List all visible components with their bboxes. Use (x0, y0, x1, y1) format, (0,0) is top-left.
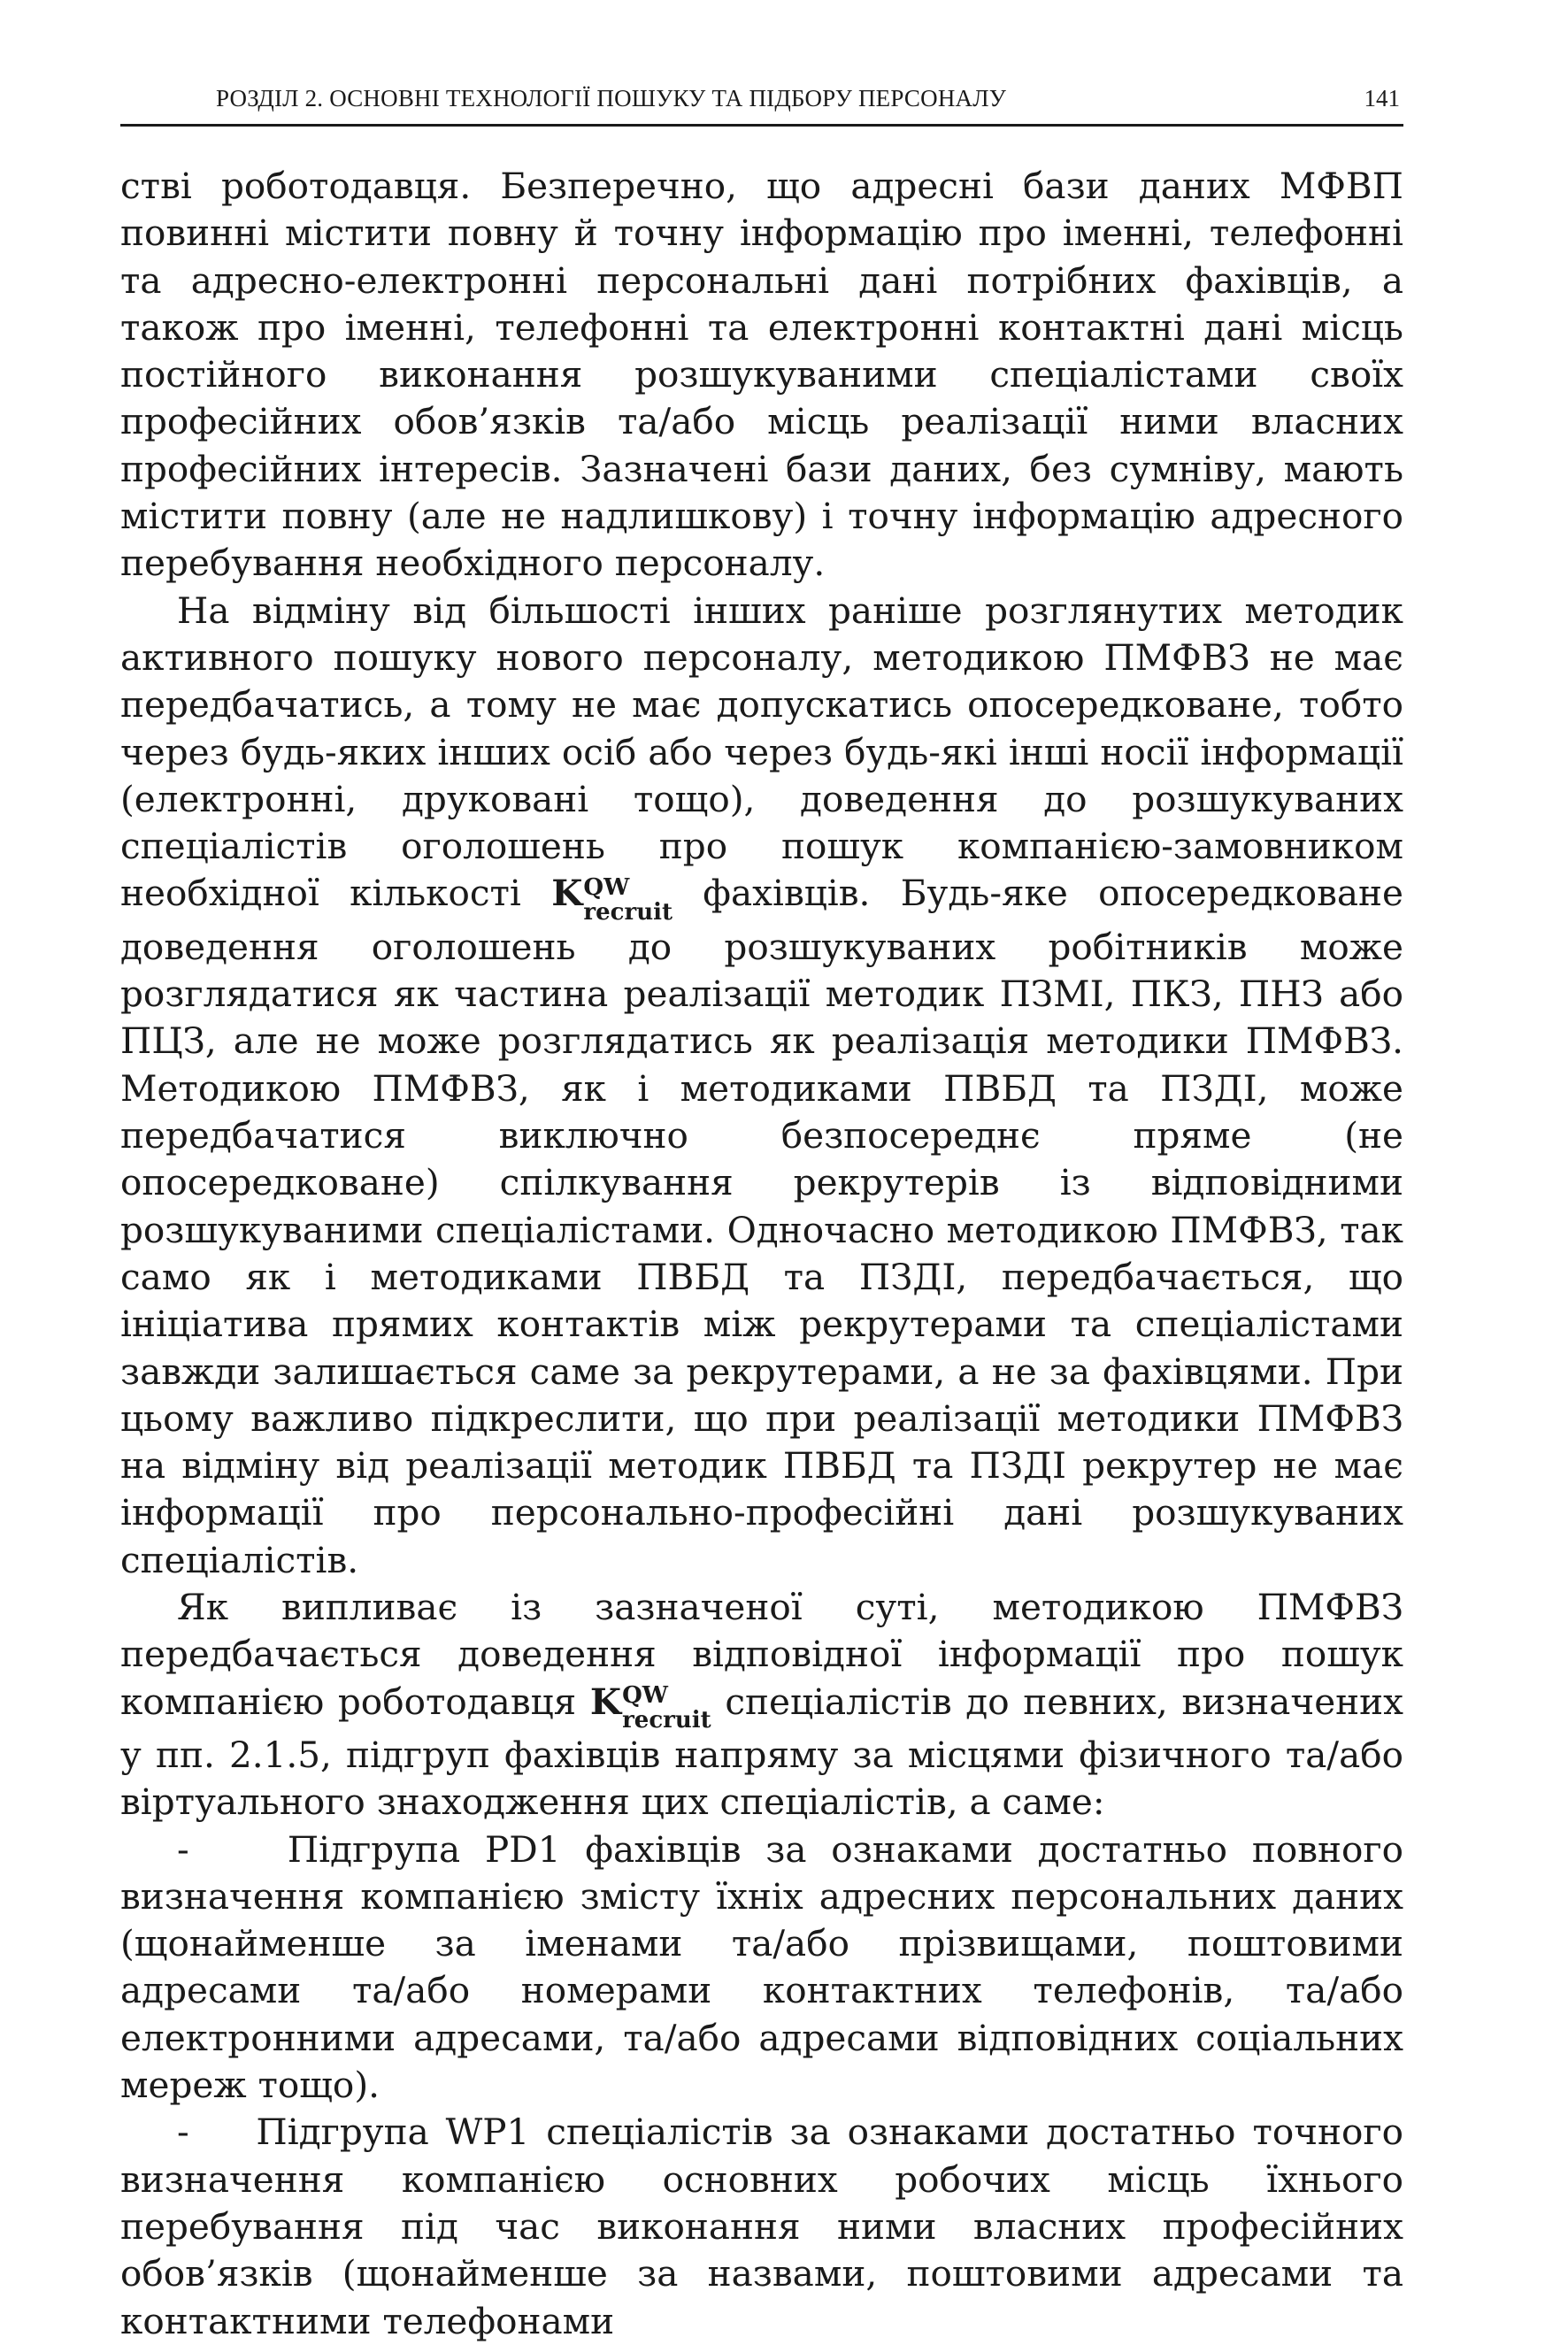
formula-subscript: recruit (583, 898, 673, 926)
paragraph-3-text-a: Як випливає із зазначеної суті, методикою ПМФВЗ передбачається доведення відповідної інформації про пошук компанією роботодавця (120, 1585, 1403, 1723)
formula-indices (583, 873, 673, 926)
list-bullet: - (177, 1827, 189, 1871)
formula-k-qw-recruit (551, 872, 673, 926)
formula-superscript: QW (583, 873, 630, 901)
paragraph-1: стві роботодавця. Безперечно, що адресні бази даних МФВП повинні містити повну й точну інформацію про іменні, телефонні та адресно-електронні персональні дані потрібних фахівців, а також про іменні, телефонні та електронні контактні дані місць постійного виконання розшукуваними спеціалістами своїх професійних обов’язків та/або місць реалізації ними власних професійних інтересів. Зазначені бази даних, без сумніву, мають містити повну (але не надлишкову) і точну інформацію адресного перебування необхідного персоналу. (120, 165, 1403, 585)
list-item (120, 2109, 1403, 2344)
running-header (120, 74, 1403, 127)
list-bullet: - (177, 2110, 189, 2154)
formula-k-qw-recruit-2 (589, 1680, 711, 1734)
formula-superscript-2: QW (622, 1681, 668, 1709)
paragraph-2-text-a: На відміну від більшості інших раніше розглянутих методик активного пошуку нового персоналу, методикою ПМФВЗ не має передбачатись, а тому не має допускатись опосередковане, тобто через будь-яких інших осіб або через будь-які інші носії інформації (електронні, друковані тощо), доведення до розшукуваних спеціалістів оголошень про пошук компанією-замовником необхідної кількості (120, 588, 1403, 915)
paragraph-3 (120, 1584, 1403, 1826)
list-item-text: Підгрупа WP1 спеціалістів за ознаками достатньо точного визначення компанією основних робочих місць їхнього перебування під час виконання ними власних професійних обов’язків (щонайменше за назвами, поштовими адресами та контактними телефонами (120, 2110, 1404, 2342)
paragraph-2-text-b: фахівців. Будь-яке опосередковане доведення оголошень до розшукуваних робітників може розглядатися як частина реалізації методик ПЗМІ, ПКЗ, ПНЗ або ПЦЗ, але не може розглядатись як реалізація методики ПМФВЗ. Методикою ПМФВЗ, як і методиками ПВБД та ПЗДІ, може передбачатися виключно безпосереднє пряме (не опосередковане) спілкування рекрутерів із відповідними розшукуваними спеціалістами. Одночасно методикою ПМФВЗ, так само як і методиками ПВБД та ПЗДІ, передбачається, що ініціатива прямих контактів між рекрутерами та спеціалістами завжди залишається саме за рекрутерами, а не за фахівцями. При цьому важливо підкреслити, що при реалізації методики ПМФВЗ на відміну від реалізації методик ПВБД та ПЗДІ рекрутер не має інформації про персонально-професійні дані розшукуваних спеціалістів. (120, 872, 1403, 1581)
formula-subscript-2: recruit (622, 1706, 711, 1734)
page-body (120, 163, 1403, 2345)
paragraph-3-text-b: спеціалістів до певних, визначених у пп. 2.1.5, підгруп фахівців напряму за місцями фізичного та/або віртуального знаходження цих спеціалістів, а саме: (120, 1680, 1403, 1824)
formula-base-2: K (589, 1680, 622, 1723)
list-item-text: Підгрупа PD1 фахівців за ознаками достатньо повного визначення компанією змісту їхніх адресних персональних даних (щонайменше за іменами та/або прізвищами, поштовими адресами та/або номерами контактних телефонів, та/або електронними адресами, та/або адресами відповідних соціальних мереж тощо). (120, 1827, 1403, 2107)
formula-indices-2 (622, 1681, 711, 1734)
list-item (120, 1826, 1403, 2110)
formula-base: K (551, 872, 583, 915)
page-number: 141 (1364, 85, 1400, 111)
running-title: РОЗДІЛ 2. ОСНОВНІ ТЕХНОЛОГІЇ ПОШУКУ ТА ПІДБОРУ ПЕРСОНАЛУ (216, 85, 1007, 111)
paragraph-2 (120, 588, 1403, 1584)
